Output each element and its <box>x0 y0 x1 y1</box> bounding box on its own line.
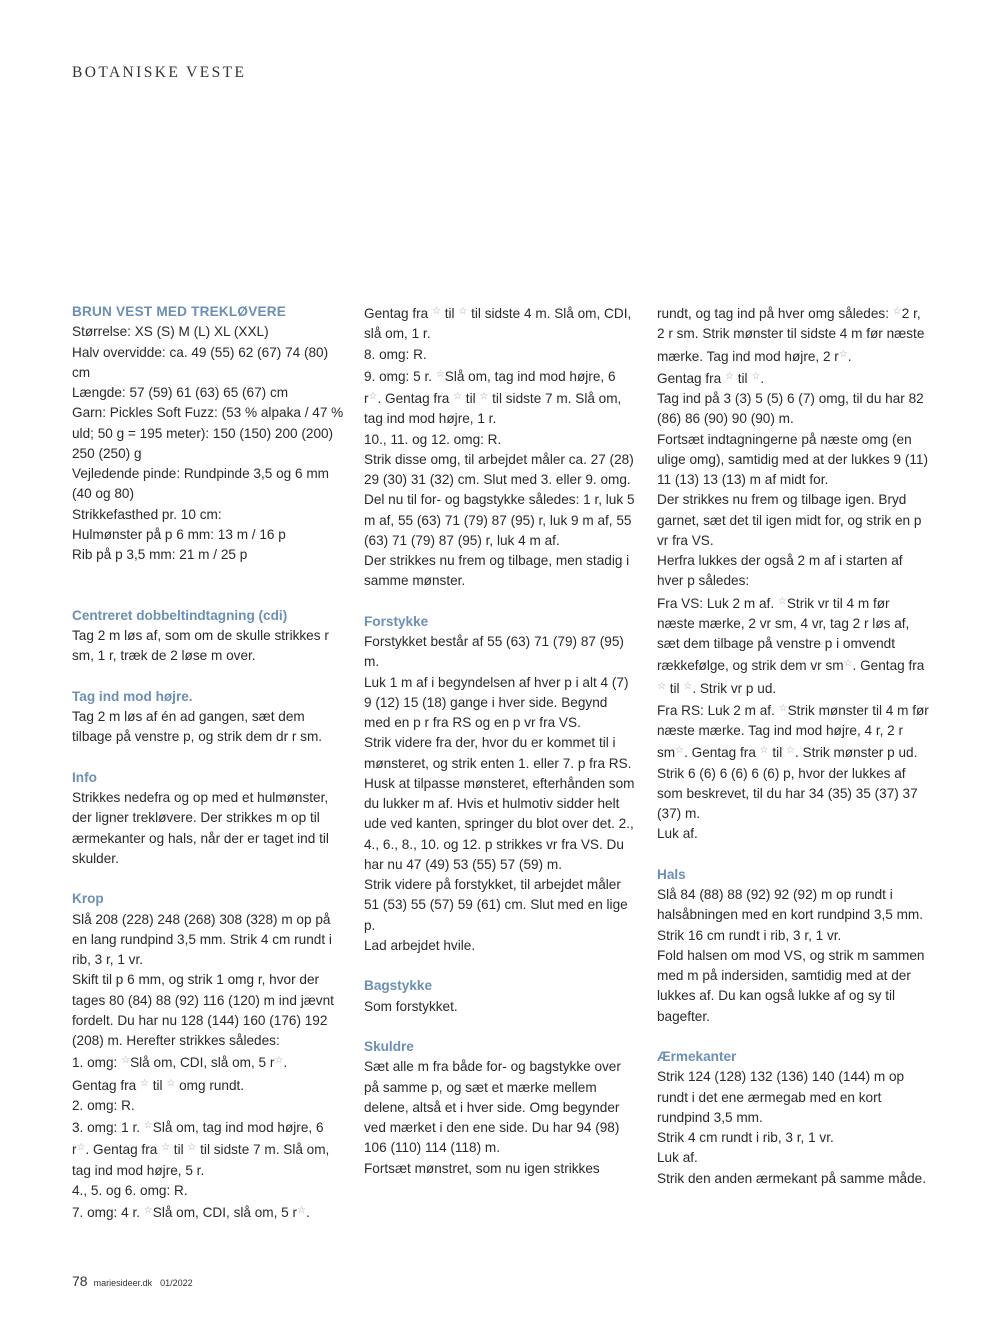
section-text <box>657 302 933 845</box>
section-bagstykke <box>364 976 636 1017</box>
star-icon: ☆ <box>683 680 693 692</box>
section-text <box>364 302 636 592</box>
page-footer <box>72 1273 201 1289</box>
section-krop <box>72 889 344 1223</box>
section-text: Forstykket består af 55 (63) 71 (79) 87 (95) m. Luk 1 m af i begyndelsen af hver p i alt 4 (7) 9 (12) 15 (18) gange i hver side. Begynd med en p r fra RS og en p vr fra VS. Strik videre fra der, hvor du er kommet til i mønsteret, og strik enten 1. eller 7. p fra RS. Husk at tilpasse mønsteret, efterhånden som du lukker m af. Hvis et hulmotiv sidder helt ude ved kanten, springer du blot over det. 2., 4., 6., 8., 10. og 12. p strikkes vr fra VS. Du har nu 47 (49) 53 (55) 57 (59) m. Strik videre på forstykket, til arbejdet måler 51 (53) 55 (57) 59 (61) cm. Slut med en lige p. Lad arbejdet hvile. <box>364 634 635 953</box>
section-tag-ind <box>72 687 344 748</box>
text-run: Slå om, tag ind mod højre, 6 r <box>72 1120 328 1158</box>
text-run: rundt, og tag ind på hver omg således: <box>657 306 893 321</box>
star-icon: ☆ <box>187 1142 197 1154</box>
text-run: . Strik mønster p ud. Strik 6 (6) 6 (6) 6 (6) p, hvor der lukkes af som beskrevet, til du har 34 (35) 35 (37) 37 (37) m. Luk af. <box>657 745 918 842</box>
text-run: Slå om, CDI, slå om, 5 r <box>152 1205 298 1220</box>
text-run: . Tag ind på 3 (3) 5 (5) 6 (7) omg, til du har 82 (86) 86 (90) 90 (90) m. Fortsæt indtagningerne på næste omg (en ulige omg), samtidig med at der lukkes 9 (11) 11 (13) 13 (13) m af midt for. Der strikkes nu frem og tilbage igen. Bryd garnet, sæt det til igen midt for, og strik en p vr fra VS. Herfra lukkes der også 2 m af i starten af hver p således: Fra VS: Luk 2 m af. <box>657 370 928 611</box>
text-run: . Gentag fra <box>72 1055 288 1093</box>
star-icon: ☆ <box>76 1142 86 1154</box>
text-run: til <box>768 745 786 761</box>
text-run: Slå 208 (228) 248 (268) 308 (328) m op på en lang rundpind 3,5 mm. Strik 4 cm rundt i rib, 3 r, 1 vr. Skift til p 6 mm, og strik 1 omg r, hvor der tages 80 (84) 88 (92) 116 (120) m ind jævnt fordelt. Du har nu 128 (144) 160 (176) 192 (208) m. Herefter strikkes således: 1. omg: <box>72 911 334 1071</box>
section-heading: Ærmekanter <box>657 1049 737 1064</box>
text-run: til <box>440 306 459 321</box>
text-run: Strik mønster til 4 m før næste mærke. Tag ind mod højre, 4 r, 2 r sm <box>657 702 933 761</box>
section-text: Som forstykket. <box>364 998 458 1014</box>
star-icon: ☆ <box>843 658 853 670</box>
star-icon: ☆ <box>140 1077 149 1089</box>
section-text: Strik 124 (128) 132 (136) 140 (144) m op rundt i det ene ærmegab med en kort rundpind 3,5 mm. Strik 4 cm rundt i rib, 3 r, 1 vr. Luk af. Strik den anden ærmekant på samme måde. <box>657 1069 926 1186</box>
section-heading: Centreret dobbeltindtagning (cdi) <box>72 607 288 623</box>
text-run: til <box>462 391 480 406</box>
text-run: 2 r, 2 r sm. Strik mønster til sidste 4 m før næste mærke. Tag ind mod højre, 2 r <box>657 306 929 364</box>
section-heading: Hals <box>657 866 686 882</box>
section-heading: Forstykke <box>364 613 429 629</box>
section-cdi <box>72 606 344 667</box>
star-icon: ☆ <box>161 1142 171 1154</box>
section-skuldre-continued <box>657 302 933 845</box>
star-icon: ☆ <box>297 1205 306 1216</box>
star-icon: ☆ <box>838 348 848 360</box>
text-run: til <box>733 370 752 386</box>
page-title: BOTANISKE VESTE <box>72 64 247 81</box>
text-run: . Gentag fra <box>657 348 852 386</box>
section-heading: Skuldre <box>364 1039 414 1054</box>
star-icon: ☆ <box>751 370 761 382</box>
star-icon: ☆ <box>143 1205 153 1216</box>
star-icon: ☆ <box>453 391 463 402</box>
section-text: Sæt alle m fra både for- og bagstykke over på samme p, og sæt et mærke mellem delene, altså et i hver side. Omg begynder ved mærket i den ene side. Du har 94 (98) 106 (110) 114 (118) m. Fortsæt mønstret, som nu igen strikkes <box>364 1059 621 1176</box>
section-intro <box>72 302 344 565</box>
text-run: til <box>148 1077 167 1093</box>
section-info <box>72 768 344 869</box>
text-run: . Gentag fra <box>684 745 760 761</box>
page-number: 78 <box>72 1273 88 1289</box>
column-1 <box>72 302 344 1244</box>
footer-site: mariesideer.dk <box>93 1278 153 1288</box>
section-aermekanter <box>657 1047 929 1189</box>
footer-issue: 01/2022 <box>160 1278 193 1288</box>
star-icon: ☆ <box>725 370 734 382</box>
text-run: til sidste 7 m. Slå om, tag ind mod højre, 5 r. 4., 5. og 6. omg: R. 7. omg: 4 r. <box>72 1142 330 1220</box>
section-text: Tag 2 m løs af, som om de skulle strikkes r sm, 1 r, træk de 2 løse m over. <box>72 628 333 664</box>
text-run: . Gentag fra <box>85 1142 162 1158</box>
star-icon: ☆ <box>892 306 902 317</box>
section-krop-continued <box>364 302 636 592</box>
text-run: Slå om, tag ind mod højre, 6 r <box>364 368 620 406</box>
star-icon: ☆ <box>657 680 666 692</box>
star-icon: ☆ <box>166 1077 176 1089</box>
text-run: . Gentag fra <box>852 658 929 674</box>
star-icon: ☆ <box>759 745 769 757</box>
text-run: . Strik vr p ud. Fra RS: Luk 2 m af. <box>657 680 777 718</box>
star-icon: ☆ <box>675 745 685 757</box>
text-run: omg rundt. 2. omg: R. 3. omg: 1 r. <box>72 1077 245 1135</box>
star-icon: ☆ <box>778 702 788 714</box>
section-text: Slå 84 (88) 88 (92) 92 (92) m op rundt i halsåbningen med en kort rundpind 3,5 mm. Strik 16 cm rundt i rib, 3 r, 1 vr. Fold halsen om mod VS, og strik m sammen med m på indersiden, samtidig med at der lukkes af. Du kan også lukke af og sy til bagefter. <box>657 887 925 1024</box>
column-3 <box>657 302 933 1209</box>
text-run: til <box>665 680 684 696</box>
section-hals <box>657 865 929 1027</box>
star-icon: ☆ <box>435 368 445 380</box>
section-text: Tag 2 m løs af én ad gangen, sæt dem tilbage på venstre p, og strik dem dr r sm. <box>72 709 323 745</box>
star-icon: ☆ <box>479 391 489 402</box>
text-run: . Gentag fra <box>377 391 454 406</box>
section-text: Størrelse: XS (S) M (L) XL (XXL) Halv overvidde: ca. 49 (55) 62 (67) 74 (80) cm Længde: 57 (59) 61 (63) 65 (67) cm Garn: Pickles Soft Fuzz: (53 % alpaka / 47 % uld; 50 g = 195 meter): 150 (150) 200 (200) 250 (250) g Vejledende pinde: Rundpinde 3,5 og 6 mm (40 og 80) Strikkefasthed pr. 10 cm: Hulmønster på p 6 mm: 13 m / 16 p Rib på p 3,5 mm: 21 m / 25 p <box>72 324 344 562</box>
text-run: til <box>170 1142 188 1158</box>
section-heading: Krop <box>72 891 104 907</box>
column-2 <box>364 302 636 1199</box>
star-icon: ☆ <box>121 1055 131 1067</box>
text-run: Gentag fra <box>364 306 433 321</box>
section-text <box>72 910 344 1224</box>
star-icon: ☆ <box>368 391 378 402</box>
star-icon: ☆ <box>143 1120 153 1131</box>
star-icon: ☆ <box>786 745 795 757</box>
text-run: Strik vr til 4 m før næste mærke, 2 vr sm, 4 vr, tag 2 r løs af, sæt dem tilbage på venstre p i omvendt rækkefølge, og strik dem vr sm <box>657 595 914 674</box>
text-run: . <box>306 1205 310 1220</box>
text-run: til sidste 7 m. Slå om, tag ind mod højre, 1 r. 10., 11. og 12. omg: R. Strik disse omg, til arbejdet måler ca. 27 (28) 29 (30) 31 (32) cm. Slut med 3. eller 9. omg. Del nu til for- og bagstykke således: 1 r, luk 5 m af, 55 (63) 71 (79) 87 (95) r, luk 9 m af, 55 (63) 71 (79) 87 (95) r, luk 4 m af. Der strikkes nu frem og tilbage, men stadig i samme mønster. <box>364 391 635 589</box>
star-icon: ☆ <box>458 306 468 317</box>
text-run: til sidste 4 m. Slå om, CDI, slå om, 1 r. 8. omg: R. 9. omg: 5 r. <box>364 306 632 384</box>
section-heading: Bagstykke <box>364 978 433 994</box>
section-skuldre <box>364 1037 636 1179</box>
star-icon: ☆ <box>777 595 787 607</box>
section-forstykke <box>364 612 636 956</box>
section-heading: BRUN VEST MED TREKLØVERE <box>72 304 287 319</box>
star-icon: ☆ <box>432 306 441 317</box>
section-heading: Tag ind mod højre. <box>72 688 193 704</box>
text-run: Slå om, CDI, slå om, 5 r <box>130 1055 275 1071</box>
section-heading: Info <box>72 769 97 785</box>
section-text: Strikkes nedefra og op med et hulmønster, der ligner trekløvere. Der strikkes m op til ærmekanter og hals, når der er taget ind til skulder. <box>72 790 333 866</box>
star-icon: ☆ <box>274 1055 284 1067</box>
